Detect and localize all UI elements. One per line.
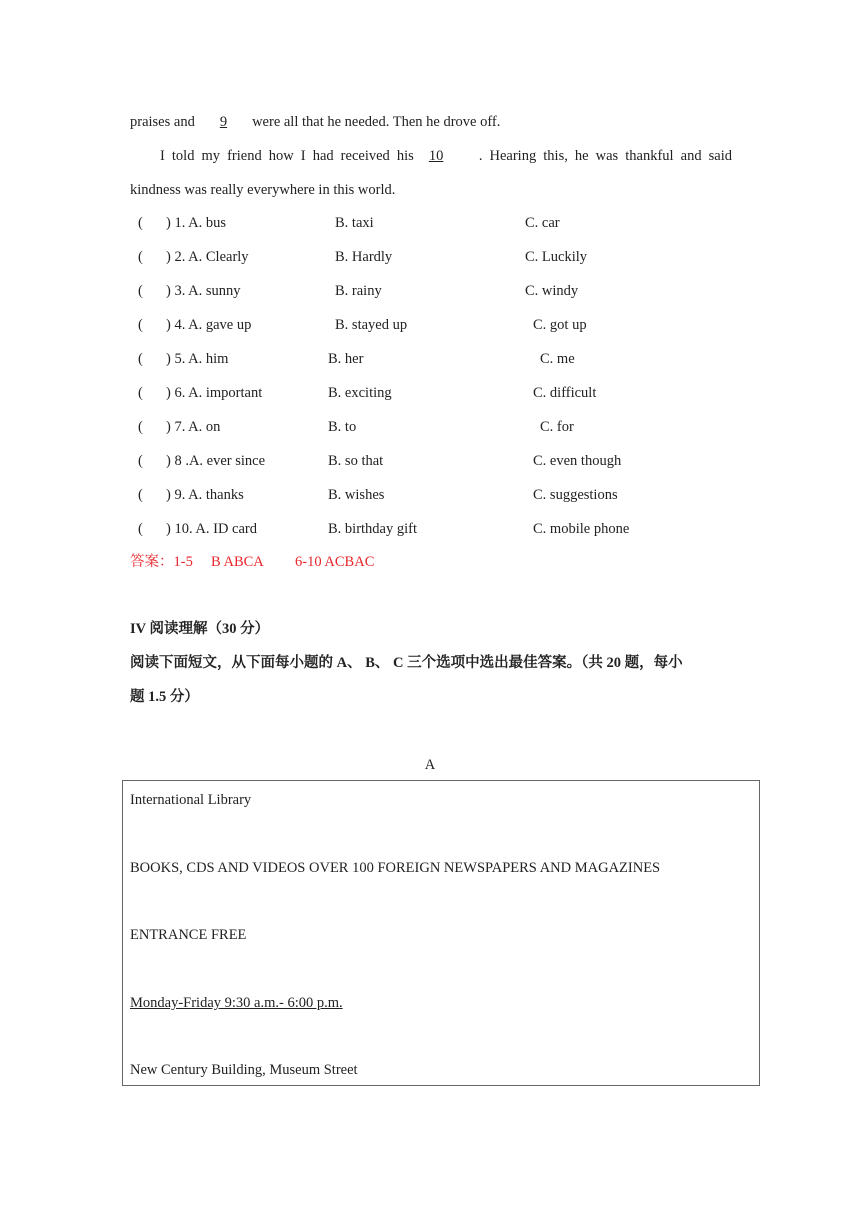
section-instruction: 阅读下面短文，从下面每小题的 A、 B、 C 三个选项中选出最佳答案。（共 20 题，每小 [130, 655, 683, 671]
option-c: C. difficult [533, 385, 597, 401]
answer-part-1: B ABCA [211, 554, 264, 570]
option-a: ) 6. A. important [166, 385, 263, 401]
option-a: ) 7. A. on [166, 419, 221, 435]
option-b: B. birthday gift [328, 521, 418, 537]
answer-paren: ( [138, 317, 143, 333]
passage-line-3: kindness was really everywhere in this world. [130, 182, 396, 198]
answer-paren: ( [138, 249, 143, 265]
option-b: B. exciting [328, 385, 392, 401]
passage-line-2 [160, 146, 732, 166]
option-b: B. Hardly [335, 249, 393, 265]
option-c: C. got up [533, 317, 587, 333]
option-c: C. even though [533, 453, 622, 469]
section-instruction-cont: 题 1.5 分） [130, 689, 199, 705]
option-c: C. for [540, 419, 574, 435]
option-b: B. so that [328, 453, 384, 469]
passage-text: . Hearing this, he was thankful and said [478, 148, 732, 164]
option-c: C. car [525, 215, 560, 231]
library-notice-box [122, 780, 760, 1086]
question-row [130, 383, 750, 403]
answer-paren: ( [138, 215, 143, 231]
question-row [130, 315, 750, 335]
option-b: B. wishes [328, 487, 385, 503]
option-a: ) 8 .A. ever since [166, 453, 266, 469]
passage-text: were all that he needed. Then he drove off. [252, 114, 501, 130]
answer-key [130, 552, 750, 572]
notice-entrance: ENTRANCE FREE [130, 927, 247, 943]
option-c: C. mobile phone [533, 521, 630, 537]
answer-paren: ( [138, 487, 143, 503]
answer-part-2: 6-10 ACBAC [295, 554, 375, 570]
option-a: ) 2. A. Clearly [166, 249, 249, 265]
question-row [130, 213, 750, 233]
answer-label: 答案：1-5 [130, 554, 193, 570]
question-row [130, 485, 750, 505]
blank-9: 9 [219, 114, 228, 130]
option-a: ) 3. A. sunny [166, 283, 241, 299]
option-c: C. me [540, 351, 575, 367]
passage-line-1 [130, 112, 732, 132]
option-b: B. rainy [335, 283, 382, 299]
option-c: C. windy [525, 283, 579, 299]
option-a: ) 5. A. him [166, 351, 229, 367]
notice-items: BOOKS, CDS AND VIDEOS OVER 100 FOREIGN NEWSPAPERS AND MAGAZINES [130, 860, 661, 876]
option-c: C. Luckily [525, 249, 588, 265]
answer-paren: ( [138, 385, 143, 401]
option-a: ) 10. A. ID card [166, 521, 258, 537]
answer-paren: ( [138, 283, 143, 299]
question-row [130, 451, 750, 471]
question-row [130, 349, 750, 369]
option-a: ) 1. A. bus [166, 215, 227, 231]
question-row [130, 519, 750, 539]
notice-hours: Monday-Friday 9:30 a.m.- 6:00 p.m. [130, 995, 343, 1011]
answer-paren: ( [138, 453, 143, 469]
passage-a-label: A [424, 757, 436, 773]
notice-title: International Library [130, 792, 252, 808]
passage-text: praises and [130, 114, 195, 130]
option-b: B. taxi [335, 215, 374, 231]
passage-text: I told my friend how I had received his [160, 148, 414, 164]
option-a: ) 4. A. gave up [166, 317, 252, 333]
question-row [130, 417, 750, 437]
option-b: B. to [328, 419, 357, 435]
section-title: IV 阅读理解（30 分） [130, 621, 270, 637]
option-c: C. suggestions [533, 487, 618, 503]
option-b: B. her [328, 351, 364, 367]
blank-10: 10 [428, 148, 444, 164]
answer-paren: ( [138, 419, 143, 435]
option-a: ) 9. A. thanks [166, 487, 244, 503]
option-b: B. stayed up [335, 317, 408, 333]
question-row [130, 247, 750, 267]
question-row [130, 281, 750, 301]
answer-paren: ( [138, 351, 143, 367]
notice-address: New Century Building, Museum Street [130, 1062, 358, 1078]
answer-paren: ( [138, 521, 143, 537]
